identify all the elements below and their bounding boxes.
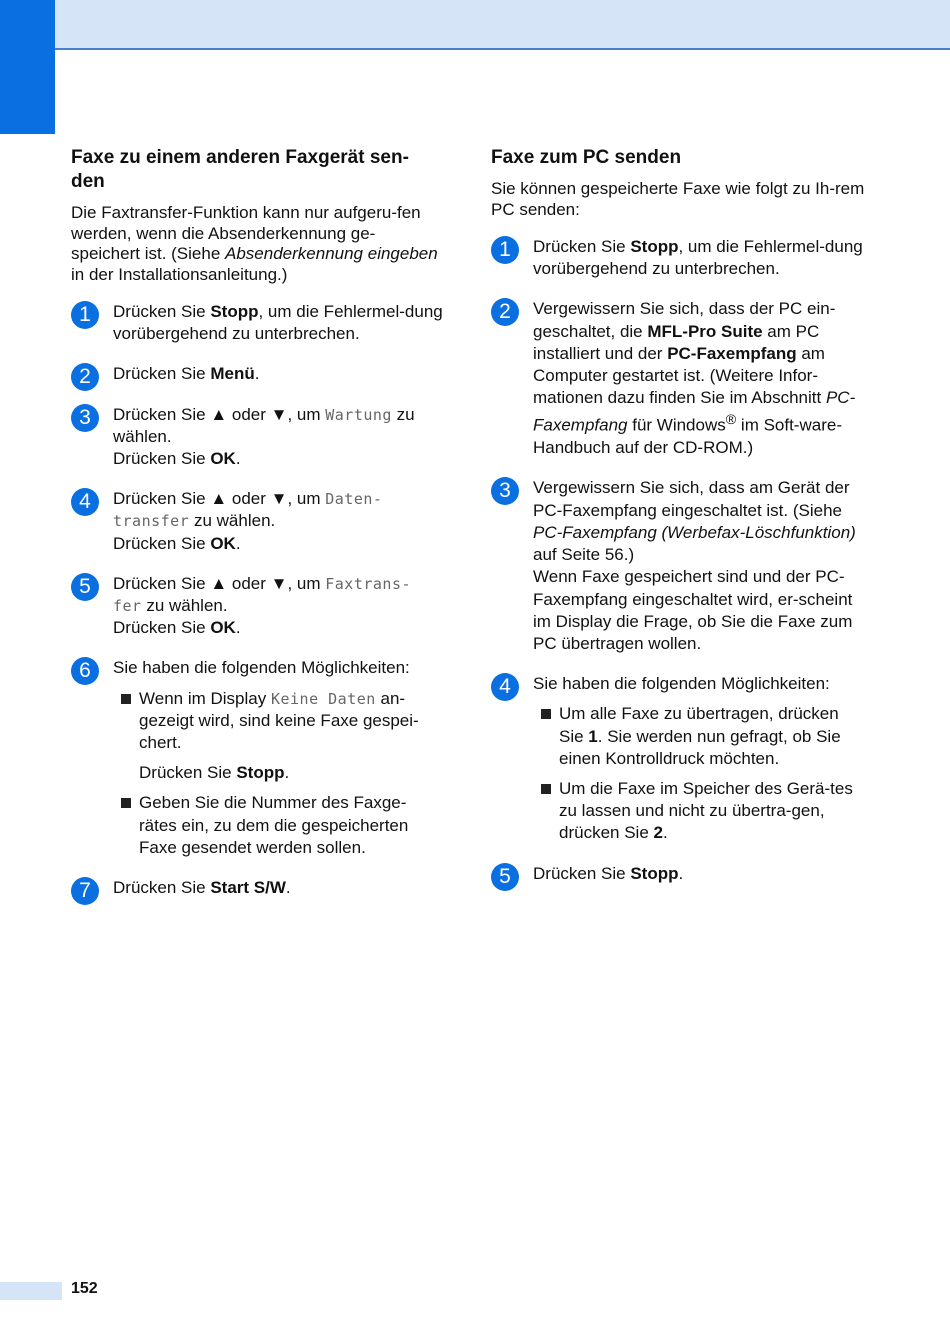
- display-text: Wartung: [325, 405, 392, 424]
- step-number-badge: 3: [71, 404, 99, 432]
- step-number-badge: 7: [71, 877, 99, 905]
- step-4: 4 Sie haben die folgenden Möglichkeiten: Um alle Faxe zu übertragen, drücken Sie 1. Sie werden nun gefragt, ob Sie einen Kontrolldruck möchten. Um die Faxe im Speicher des Gerä-tes zu lassen und nicht zu übertra-gen, drücken Sie 2.: [491, 673, 866, 844]
- step-5: 5 Drücken Sie Stopp.: [491, 863, 866, 885]
- step-1: 1 Drücken Sie Stopp, um die Fehlermel-dung vorübergehend zu unterbrechen.: [491, 236, 866, 280]
- step-number-badge: 4: [491, 673, 519, 701]
- step-number-badge: 2: [491, 298, 519, 326]
- step-number-badge: 1: [71, 301, 99, 329]
- display-text: Daten- transfer: [113, 490, 383, 531]
- step-5: 5 Drücken Sie ▲ oder ▼, um Faxtrans- fer zu wählen. Drücken Sie OK.: [71, 573, 443, 640]
- step-3: 3 Vergewissern Sie sich, dass am Gerät der PC-Faxempfang eingeschaltet ist. (Siehe PC-Faxempfang (Werbefax-Löschfunktion) auf Seite 56.) Wenn Faxe gespeichert sind und der PC-Faxempfang eingeschaltet wird, er-scheint im Display die Frage, ob Sie die Faxe zum PC übertragen wollen.: [491, 477, 866, 655]
- display-text: Faxtrans- fer: [113, 574, 412, 616]
- left-column: [71, 146, 443, 917]
- bullet-item: Um alle Faxe zu übertragen, drücken Sie 1. Sie werden nun gefragt, ob Sie einen Kontrolldruck möchten.: [533, 703, 866, 770]
- step-number-badge: 4: [71, 488, 99, 516]
- header-band: [0, 0, 950, 50]
- bullet-followup: Drücken Sie Stopp.: [139, 763, 290, 783]
- step-1: 1 Drücken Sie Stopp, um die Fehlermel-dung vorübergehend zu unterbrechen.: [71, 301, 443, 345]
- bullet-square-icon: [541, 709, 551, 719]
- step-list: [491, 236, 866, 888]
- bullet-item: Geben Sie die Nummer des Faxge-rätes ein, zu dem die gespeicherten Faxe gesendet werden sollen.: [113, 792, 443, 859]
- section-title-fax-to-pc: Faxe zum PC senden: [491, 147, 682, 168]
- step-2: 2 Drücken Sie Menü.: [71, 363, 443, 385]
- step-3: 3 Drücken Sie ▲ oder ▼, um Wartung zu wählen. Drücken Sie OK.: [71, 404, 443, 471]
- step-number-badge: 5: [491, 863, 519, 891]
- step-list: [71, 301, 443, 903]
- step-number-badge: 6: [71, 657, 99, 685]
- section-title-fax-transfer: Faxe zu einem anderen Faxgerät sen- den: [71, 147, 409, 192]
- display-text: Keine Daten: [270, 689, 376, 708]
- step-2: 2 Vergewissern Sie sich, dass der PC ein-geschaltet, die MFL-Pro Suite am PC installiert und der PC-Faxempfang am Computer gestartet ist. (Weitere Infor-mationen dazu finden Sie im Abschnitt PC-Faxempfang für Windows® im Soft-ware-Handbuch auf der CD-ROM.): [491, 298, 866, 459]
- bullet-square-icon: [121, 694, 131, 704]
- footer-band: [0, 1282, 62, 1300]
- page-number: 152: [71, 1280, 98, 1297]
- section-intro: Die Faxtransfer-Funktion kann nur aufgeru-fen werden, wenn die Absenderkennung ge-speichert ist. (Siehe Absenderkennung eingeben in der Installationsanleitung.): [71, 203, 438, 284]
- chapter-tab-marker: [0, 0, 55, 134]
- bullet-square-icon: [121, 798, 131, 808]
- step-4: 4 Drücken Sie ▲ oder ▼, um Daten- transfer zu wählen. Drücken Sie OK.: [71, 488, 443, 555]
- section-intro: Sie können gespeicherte Faxe wie folgt zu Ih-rem PC senden:: [491, 179, 865, 219]
- bullet-square-icon: [541, 784, 551, 794]
- step-number-badge: 1: [491, 236, 519, 264]
- step-6: 6 Sie haben die folgenden Möglichkeiten: Wenn im Display Keine Daten an-gezeigt wird, sind keine Faxe gespei-chert. Drücken Sie Stopp. Geben Sie die Nummer des Faxge-rätes ein, zu dem die gespeicherten Faxe gesendet werden sollen.: [71, 657, 443, 859]
- step-7: 7 Drücken Sie Start S/W.: [71, 877, 443, 899]
- bullet-item: Wenn im Display Keine Daten an-gezeigt wird, sind keine Faxe gespei-chert. Drücken Sie Stopp.: [113, 688, 443, 785]
- bullet-item: Um die Faxe im Speicher des Gerä-tes zu lassen und nicht zu übertra-gen, drücken Sie 2.: [533, 778, 866, 845]
- step-number-badge: 5: [71, 573, 99, 601]
- right-column: [491, 146, 866, 903]
- step-number-badge: 2: [71, 363, 99, 391]
- step-number-badge: 3: [491, 477, 519, 505]
